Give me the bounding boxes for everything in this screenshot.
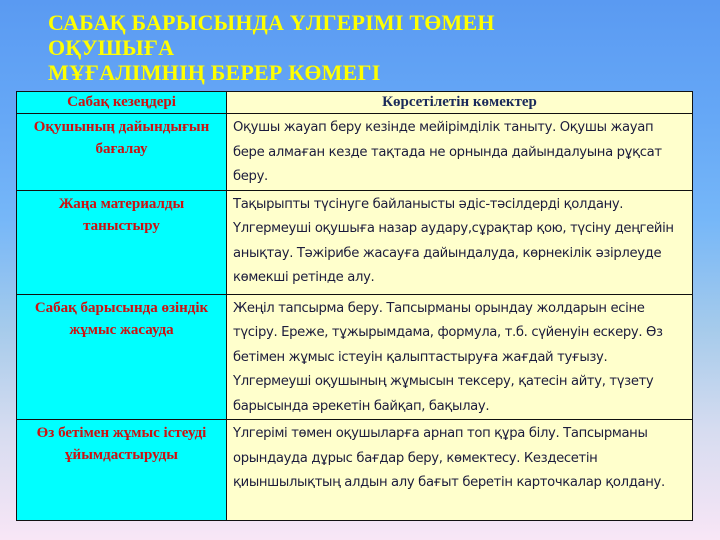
header-stage: Сабақ кезеңдері (17, 92, 227, 114)
stage-cell: Сабақ барысында өзіндік жұмыс жасауда (17, 294, 227, 420)
table-row (17, 114, 693, 191)
slide-title (48, 10, 495, 85)
table-header-row (17, 92, 693, 114)
table-row (17, 190, 693, 294)
table-row (17, 294, 693, 420)
stage-cell: Өз бетімен жұмыс істеуді ұйымдастыруды (17, 420, 227, 521)
help-cell: Жеңіл тапсырма беру. Тапсырманы орындау жолдарын есіне түсіру. Ереже, тұжырымдама, формула, т.б. сүйенуін ескеру. Өз бетімен жұмыс істеуін қалыптастыруға жағдай туғызу. Үлгермеуші оқушының жұмысын тексеру, қатесін айту, түзету барысында әрекетін байқап, бақылау. (227, 294, 693, 420)
title-line-2: ОҚУШЫҒА (48, 35, 175, 60)
stage-cell: Жаңа материалды таныстыру (17, 190, 227, 294)
header-help: Көрсетілетін көмектер (227, 92, 693, 114)
help-cell: Үлгерімі төмен оқушыларға арнап топ құра білу. Тапсырманы орындауда дұрыс бағдар беру, көмектесу. Кездесетін қиыншылықтың алдын алу бағыт беретін карточкалар қолдану. (227, 420, 693, 521)
table-row (17, 420, 693, 521)
stage-cell: Оқушының дайындығын бағалау (17, 114, 227, 191)
help-cell: Тақырыпты түсінуге байланысты әдіс-тәсілдерді қолдану. Үлгермеуші оқушыға назар аудару,сұрақтар қою, түсіну деңгейін анықтау. Тәжірибе жасауға дайындалуда, көрнекілік әзірлеуде көмекші ретінде алу. (227, 190, 693, 294)
help-table (16, 91, 693, 521)
title-line-1: САБАҚ БАРЫСЫНДА ҮЛГЕРІМІ ТӨМЕН (48, 10, 495, 35)
title-line-3: МҰҒАЛІМНІҢ БЕРЕР КӨМЕГІ (48, 60, 381, 85)
help-cell: Оқушы жауап беру кезінде мейірімділік таныту. Оқушы жауап бере алмаған кезде тақтада не орнында дайындалуына рұқсат беру. (227, 114, 693, 191)
